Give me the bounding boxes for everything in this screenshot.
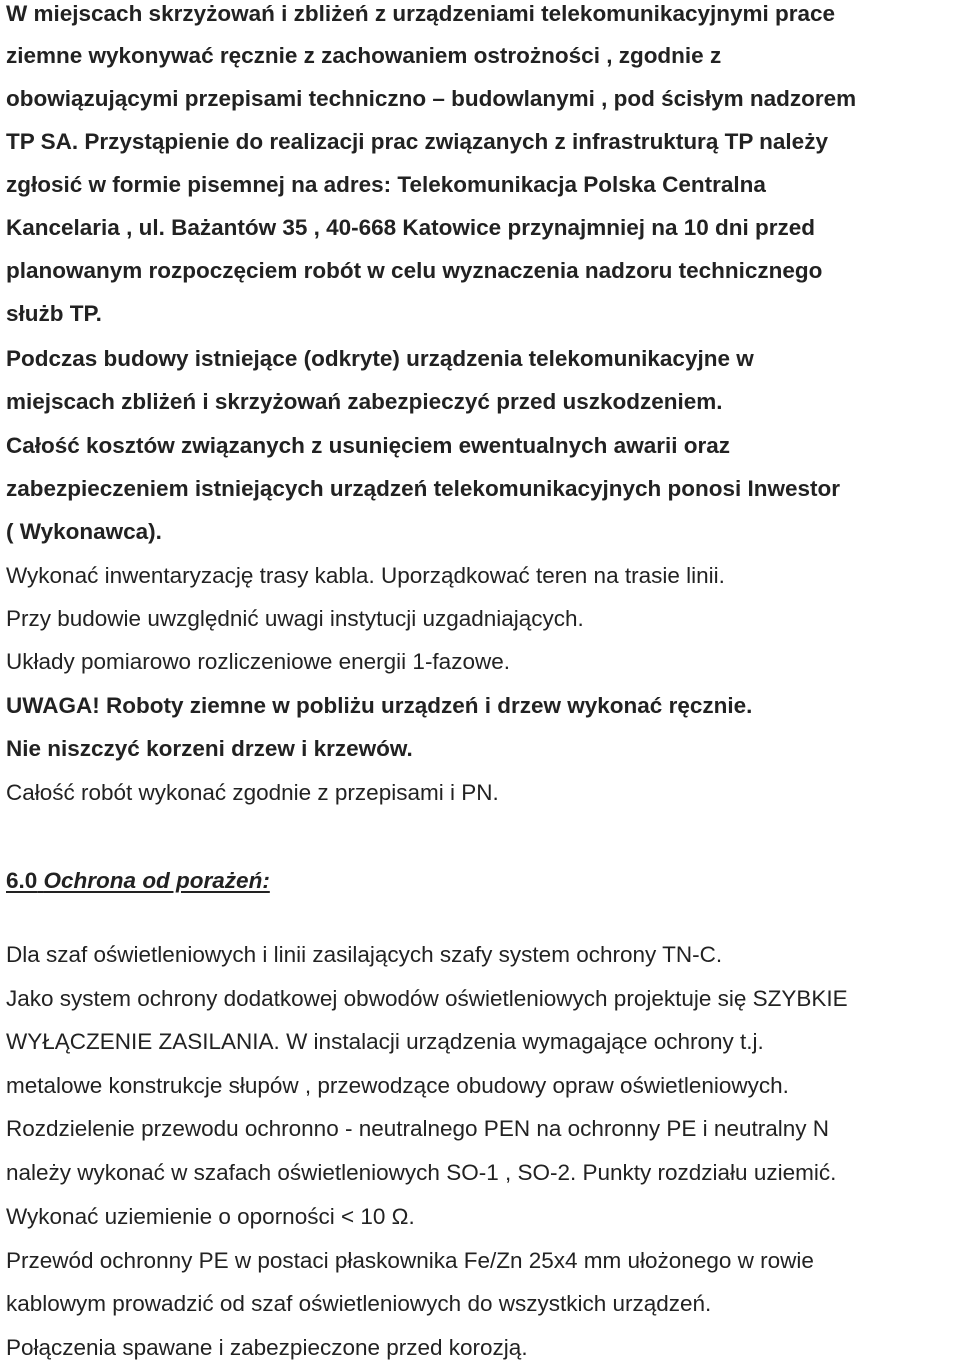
text-line: Kancelaria , ul. Bażantów 35 , 40-668 Katowice przynajmniej na 10 dni przed [6,215,816,240]
text-line: Połączenia spawane i zabezpieczone przed korozją. [6,1335,528,1360]
warning-line: UWAGA! Roboty ziemne w pobliżu urządzeń i drzew wykonać ręcznie. [6,693,753,718]
text-line: służb TP. [6,301,102,326]
text-line: ( Wykonawca). [6,519,162,544]
section-number: 6.0 [6,868,38,893]
text-line: zgłosić w formie pisemnej na adres: Telekomunikacja Polska Centralna [6,172,766,197]
text-line: Podczas budowy istniejące (odkryte) urządzenia telekomunikacyjne w [6,346,754,371]
text-line: Jako system ochrony dodatkowej obwodów oświetleniowych projektuje się SZYBKIE [6,986,848,1011]
text-line: kablowym prowadzić od szaf oświetleniowych do wszystkich urządzeń. [6,1291,712,1316]
text-line: Układy pomiarowo rozliczeniowe energii 1-fazowe. [6,649,510,674]
text-line: Całość robót wykonać zgodnie z przepisami i PN. [6,780,499,805]
text-line: metalowe konstrukcje słupów , przewodzące obudowy opraw oświetleniowych. [6,1073,789,1098]
text-line: Rozdzielenie przewodu ochronno - neutralnego PEN na ochronny PE i neutralny N [6,1116,829,1141]
text-line: W miejscach skrzyżowań i zbliżeń z urządzeniami telekomunikacyjnymi prace [6,1,836,26]
text-line: ziemne wykonywać ręcznie z zachowaniem ostrożności , zgodnie z [6,43,722,68]
text-line: zabezpieczeniem istniejących urządzeń telekomunikacyjnych ponosi Inwestor [6,476,841,501]
text-line: Wykonać uziemienie o oporności < 10 Ω. [6,1204,415,1229]
text-line: Całość kosztów związanych z usunięciem ewentualnych awarii oraz [6,433,730,458]
text-line: Wykonać inwentaryzację trasy kabla. Uporządkować teren na trasie linii. [6,563,725,588]
text-line: Przy budowie uwzględnić uwagi instytucji uzgadniających. [6,606,584,631]
text-line: Przewód ochronny PE w postaci płaskownika Fe/Zn 25x4 mm ułożonego w rowie [6,1248,814,1273]
text-line: WYŁĄCZENIE ZASILANIA. W instalacji urządzenia wymagające ochrony t.j. [6,1029,764,1054]
text-line: miejscach zbliżeń i skrzyżowań zabezpieczyć przed uszkodzeniem. [6,389,723,414]
text-line: planowanym rozpoczęciem robót w celu wyznaczenia nadzoru technicznego [6,258,823,283]
text-line: TP SA. Przystąpienie do realizacji prac związanych z infrastrukturą TP należy [6,129,828,154]
text-line: należy wykonać w szafach oświetleniowych SO-1 , SO-2. Punkty rozdziału uziemić. [6,1160,837,1185]
warning-line: Nie niszczyć korzeni drzew i krzewów. [6,736,413,761]
section-heading [6,867,270,895]
text-line: obowiązującymi przepisami techniczno – budowlanymi , pod ścisłym nadzorem [6,86,857,111]
text-line: Dla szaf oświetleniowych i linii zasilających szafy system ochrony TN-C. [6,942,723,967]
section-title: Ochrona od porażeń: [43,868,270,893]
